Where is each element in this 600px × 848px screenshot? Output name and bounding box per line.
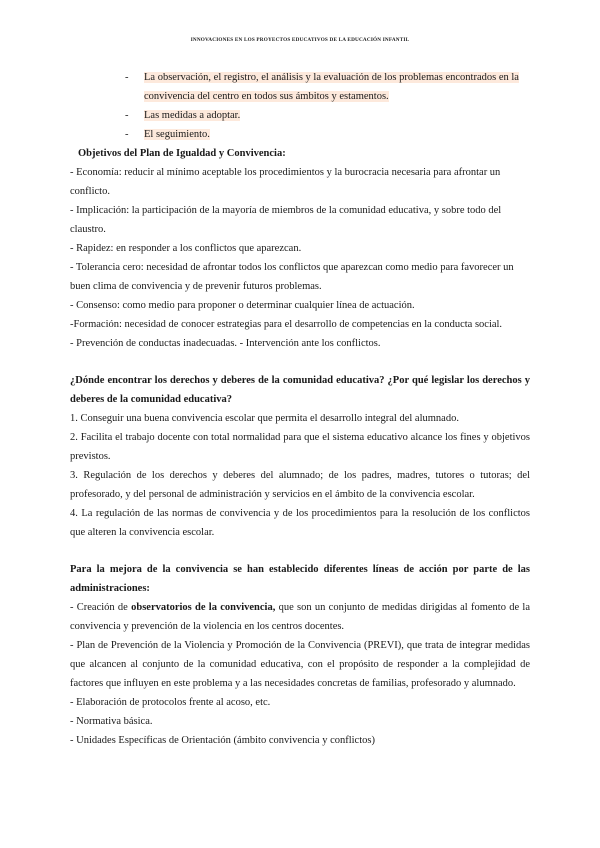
derechos-item: 1. Conseguir una buena convivencia escolar que permita el desarrollo integral del alumnado. [70,413,459,424]
mejora-item-observatorios [70,598,530,636]
objetivo-item: - Economía: reducir al mínimo aceptable los procedimientos y la burocracia necesaria para afrontar un conflicto. [70,167,501,197]
derechos-heading: ¿Dónde encontrar los derechos y deberes de la comunidad educativa? ¿Por qué legislar los derechos y deberes de la comunidad educativa? [70,375,530,405]
dash-bullet: - [125,129,129,140]
mejora-heading: Para la mejora de la convivencia se han establecido diferentes líneas de acción por parte de las administraciones: [70,564,530,594]
derechos-item: 2. Facilita el trabajo docente con total normalidad para que el sistema educativo alcance los fines y objetivos previstos. [70,432,530,462]
mejora-item: - Plan de Prevención de la Violencia y Promoción de la Convivencia (PREVI), que trata de integrar medidas que alcancen al conjunto de la comunidad educativa, con el propósito de responder a la complejidad de factores que influyen en este problema y a las necesidades concretas de familias, profesorado y alumnado. [70,640,530,689]
mejora-item-bold: observatorios de la convivencia, [131,602,276,613]
derechos-item: 3. Regulación de los derechos y deberes del alumnado; de los padres, madres, tutores o tutoras; del profesorado, y del personal de administración y servicios en el ámbito de la convivencia escolar. [70,470,530,500]
dash-bullet: - [125,72,129,83]
objetivo-item: - Prevención de conductas inadecuadas. - Intervención ante los conflictos. [70,338,381,349]
mejora-item-prefix: - Creación de [70,602,132,613]
objetivo-item: - Rapidez: en responder a los conflictos que aparezcan. [70,243,302,254]
dash-item-text: La observación, el registro, el análisis y la evaluación de los problemas encontrados en la convivencia del centro en todos sus ámbitos y estamentos. [144,72,519,102]
objetivo-item: - Tolerancia cero: necesidad de afrontar todos los conflictos que aparezcan como medio para favorecer un buen clima de convivencia y de prevenir futuros problemas. [70,262,514,292]
document-body [70,68,530,750]
dash-item-3 [70,125,530,144]
objetivo-item: - Consenso: como medio para proponer o determinar cualquier línea de actuación. [70,300,415,311]
mejora-item-suffix: que son un conjunto de medidas dirigidas al fomento de la convivencia y prevención de la violencia en los centros docentes. [70,602,530,632]
derechos-item: 4. La regulación de las normas de convivencia y de los procedimientos para la resolución de los conflictos que alteren la convivencia escolar. [70,508,530,538]
objetivos-heading: Objetivos del Plan de Igualdad y Convivencia: [78,148,286,159]
dash-item-text: Las medidas a adoptar. [144,110,241,121]
section-spacer [70,542,530,560]
mejora-item: - Elaboración de protocolos frente al acoso, etc. [70,697,271,708]
dash-item-text: El seguimiento. [144,129,210,140]
section-spacer [70,353,530,371]
dash-item-2 [70,106,530,125]
running-header: INNOVACIONES EN LOS PROYECTOS EDUCATIVOS DE LA EDUCACIÓN INFANTIL [190,37,410,43]
objetivo-item: -Formación: necesidad de conocer estrategias para el desarrollo de competencias en la conducta social. [70,319,503,330]
mejora-item: - Normativa básica. [70,716,153,727]
dash-bullet: - [125,110,129,121]
objetivo-item: - Implicación: la participación de la mayoría de miembros de la comunidad educativa, y sobre todo del claustro. [70,205,502,235]
mejora-item: - Unidades Específicas de Orientación (ámbito convivencia y conflictos) [70,735,375,746]
dash-item-1 [70,68,530,106]
